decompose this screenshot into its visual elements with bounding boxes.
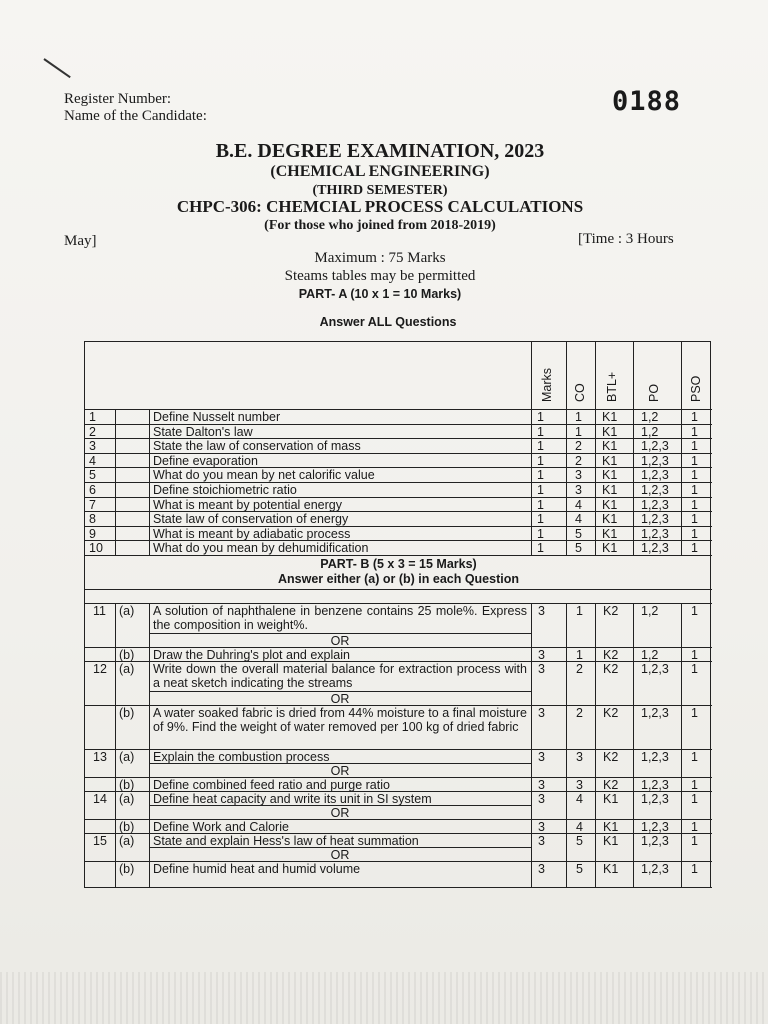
question-number: 5 <box>89 468 96 483</box>
pso-value: 1 <box>691 468 698 483</box>
paper-code: 0188 <box>612 86 682 117</box>
pso-value: 1 <box>691 706 698 720</box>
subpart-label: (b) <box>119 778 135 792</box>
question-text: Define Nusselt number <box>153 410 281 424</box>
pso-value: 1 <box>691 512 698 527</box>
btl-value: K1 <box>603 820 619 834</box>
btl-value: K2 <box>603 662 619 676</box>
question-number: 10 <box>89 541 103 556</box>
part-b-heading-line <box>85 589 712 590</box>
po-value: 1,2,3 <box>641 541 669 556</box>
question-text: What do you mean by net calorific value <box>153 468 375 483</box>
marks-value: 1 <box>537 483 544 497</box>
btl-value: K2 <box>603 648 619 662</box>
course-title: CHPC-306: CHEMCIAL PROCESS CALCULATIONS <box>176 197 584 216</box>
table-column-line <box>681 603 682 887</box>
subpart-label: (a) <box>119 834 135 848</box>
pso-value: 1 <box>691 453 698 468</box>
po-value: 1,2,3 <box>641 497 669 512</box>
po-value: 1,2,3 <box>641 792 669 806</box>
co-value: 1 <box>576 604 583 618</box>
co-value: 1 <box>576 648 583 662</box>
header-pso: PSO <box>689 375 703 402</box>
question-text: State Dalton's law <box>153 424 253 439</box>
po-value: 1,2,3 <box>641 512 669 527</box>
co-value: 2 <box>576 662 583 676</box>
or-label: OR <box>330 764 350 778</box>
question-text: Define stoichiometric ratio <box>153 483 297 497</box>
marks-value: 3 <box>538 706 545 720</box>
subpart-label: (a) <box>119 750 135 764</box>
table-column-line <box>633 603 634 887</box>
marks-value: 1 <box>537 439 544 454</box>
candidate-block <box>64 91 207 125</box>
btl-value: K1 <box>603 792 619 806</box>
marks-value: 1 <box>537 512 544 527</box>
co-value: 5 <box>575 541 582 556</box>
btl-value: K1 <box>602 497 618 512</box>
pso-value: 1 <box>691 439 698 454</box>
btl-value: K2 <box>603 604 619 618</box>
question-number: 3 <box>89 439 96 454</box>
pso-value: 1 <box>691 834 698 848</box>
question-text: What is meant by potential energy <box>153 497 342 512</box>
pso-value: 1 <box>691 410 698 424</box>
part-a-heading: PART- A (10 x 1 = 10 Marks) <box>298 287 462 301</box>
pso-value: 1 <box>691 750 698 764</box>
header-marks: Marks <box>540 367 554 402</box>
semester-title: (THIRD SEMESTER) <box>312 183 448 198</box>
po-value: 1,2 <box>641 648 659 662</box>
subpart-label: (b) <box>119 862 135 876</box>
pso-value: 1 <box>691 862 698 876</box>
pso-value: 1 <box>691 662 698 676</box>
co-value: 5 <box>576 834 583 848</box>
marks-value: 1 <box>537 526 544 541</box>
question-number: 7 <box>89 497 96 512</box>
pso-value: 1 <box>691 497 698 512</box>
question-number: 4 <box>89 453 96 468</box>
batch-note: (For those who joined from 2018-2019) <box>264 218 496 233</box>
question-text: Define Work and Calorie <box>153 820 289 834</box>
po-value: 1,2,3 <box>641 468 669 483</box>
marks-value: 3 <box>538 834 545 848</box>
marks-value: 3 <box>538 648 545 662</box>
question-number: 15 <box>93 834 107 848</box>
po-value: 1,2 <box>641 410 659 424</box>
btl-value: K2 <box>603 778 619 792</box>
po-value: 1,2,3 <box>641 706 669 720</box>
po-value: 1,2,3 <box>641 834 669 848</box>
co-value: 5 <box>576 862 583 876</box>
co-value: 3 <box>575 483 582 497</box>
co-value: 2 <box>576 706 583 720</box>
co-value: 4 <box>575 512 582 527</box>
table-column-line <box>149 603 150 887</box>
marks-value: 3 <box>538 820 545 834</box>
question-text: A solution of naphthalene in benzene contains 25 mole%. Express the composition in weight%. <box>153 604 527 632</box>
or-label: OR <box>330 848 350 862</box>
co-value: 4 <box>576 820 583 834</box>
po-value: 1,2,3 <box>641 862 669 876</box>
co-value: 3 <box>576 750 583 764</box>
question-text: State and explain Hess's law of heat summation <box>153 834 419 848</box>
po-value: 1,2 <box>641 424 659 439</box>
pso-value: 1 <box>691 778 698 792</box>
marks-value: 1 <box>537 497 544 512</box>
question-text: A water soaked fabric is dried from 44% moisture to a final moisture of 9%. Find the weight of water removed per 100 kg of dried fabric <box>153 706 527 734</box>
btl-value: K1 <box>603 834 619 848</box>
table-column-line <box>566 603 567 887</box>
co-value: 3 <box>576 778 583 792</box>
marks-value: 3 <box>538 750 545 764</box>
scan-noise <box>0 972 768 1024</box>
question-number: 13 <box>93 750 107 764</box>
header-column-line <box>681 342 682 409</box>
question-table <box>84 341 711 888</box>
co-value: 2 <box>575 439 582 454</box>
or-label: OR <box>330 692 350 706</box>
btl-value: K1 <box>602 541 618 556</box>
question-number: 1 <box>89 410 96 424</box>
subpart-label: (b) <box>119 648 135 662</box>
btl-value: K1 <box>602 512 618 527</box>
pso-value: 1 <box>691 483 698 497</box>
btl-value: K1 <box>602 483 618 497</box>
table-column-line <box>531 603 532 887</box>
pso-value: 1 <box>691 526 698 541</box>
btl-value: K1 <box>602 468 618 483</box>
po-value: 1,2,3 <box>641 820 669 834</box>
pso-value: 1 <box>691 424 698 439</box>
candidate-name-label: Name of the Candidate: <box>64 108 207 124</box>
question-number: 12 <box>93 662 107 676</box>
po-value: 1,2,3 <box>641 778 669 792</box>
question-number: 9 <box>89 526 96 541</box>
table-row-line <box>85 887 712 888</box>
question-number: 11 <box>93 604 106 618</box>
question-text: Define heat capacity and write its unit in SI system <box>153 792 432 806</box>
table-row-line <box>85 555 712 556</box>
register-number-label: Register Number: <box>64 91 172 107</box>
pso-value: 1 <box>691 604 698 618</box>
question-text: Explain the combustion process <box>153 750 330 764</box>
co-value: 2 <box>575 453 582 468</box>
pen-stroke <box>43 58 70 78</box>
exam-time: [Time : 3 Hours <box>578 231 674 247</box>
pso-value: 1 <box>691 792 698 806</box>
header-column-line <box>531 342 532 409</box>
btl-value: K2 <box>603 750 619 764</box>
btl-value: K1 <box>602 439 618 454</box>
pso-value: 1 <box>691 648 698 662</box>
header-column-line <box>566 342 567 409</box>
marks-value: 1 <box>537 453 544 468</box>
header-column-line <box>595 342 596 409</box>
btl-value: K1 <box>602 424 618 439</box>
or-label: OR <box>330 634 350 648</box>
permit-note: Steams tables may be permitted <box>284 268 476 284</box>
answer-all-heading: Answer ALL Questions <box>319 315 457 329</box>
pso-value: 1 <box>691 541 698 556</box>
po-value: 1,2 <box>641 604 659 618</box>
marks-value: 1 <box>537 424 544 439</box>
subpart-label: (a) <box>119 662 135 676</box>
po-value: 1,2,3 <box>641 750 669 764</box>
branch-title: (CHEMICAL ENGINEERING) <box>270 163 490 180</box>
exam-title: B.E. DEGREE EXAMINATION, 2023 <box>215 140 545 162</box>
co-value: 4 <box>575 497 582 512</box>
co-value: 1 <box>575 410 582 424</box>
question-text: Define evaporation <box>153 453 258 468</box>
marks-value: 3 <box>538 662 545 676</box>
header-btl: BTL+ <box>605 371 619 402</box>
btl-value: K1 <box>602 453 618 468</box>
exam-month: May] <box>64 233 97 249</box>
pso-value: 1 <box>691 820 698 834</box>
table-column-line <box>595 603 596 887</box>
table-column-line <box>531 409 532 555</box>
marks-value: 1 <box>537 541 544 556</box>
subpart-label: (a) <box>119 792 135 806</box>
part-b-instruction: Answer either (a) or (b) in each Question <box>277 572 519 586</box>
max-marks: Maximum : 75 Marks <box>314 250 446 266</box>
btl-value: K2 <box>603 706 619 720</box>
question-text: What do you mean by dehumidification <box>153 541 369 556</box>
marks-value: 3 <box>538 792 545 806</box>
question-text: State law of conservation of energy <box>153 512 349 527</box>
po-value: 1,2,3 <box>641 453 669 468</box>
btl-value: K1 <box>602 526 618 541</box>
or-label: OR <box>330 806 350 820</box>
table-column-line <box>115 409 116 555</box>
question-text: Define combined feed ratio and purge ratio <box>153 778 390 792</box>
table-column-line <box>595 409 596 555</box>
question-number: 14 <box>93 792 107 806</box>
co-value: 5 <box>575 526 582 541</box>
question-number: 2 <box>89 424 96 439</box>
btl-value: K1 <box>602 410 618 424</box>
co-value: 4 <box>576 792 583 806</box>
po-value: 1,2,3 <box>641 662 669 676</box>
co-value: 1 <box>575 424 582 439</box>
question-text: State the law of conservation of mass <box>153 439 361 454</box>
table-column-line <box>681 409 682 555</box>
table-column-line <box>566 409 567 555</box>
header-po: PO <box>647 383 661 402</box>
header-column-line <box>633 342 634 409</box>
table-column-line <box>633 409 634 555</box>
table-column-line <box>149 409 150 555</box>
btl-value: K1 <box>603 862 619 876</box>
subpart-label: (b) <box>119 706 135 720</box>
marks-value: 1 <box>537 410 544 424</box>
po-value: 1,2,3 <box>641 483 669 497</box>
question-text: Define humid heat and humid volume <box>153 862 361 876</box>
marks-value: 1 <box>537 468 544 483</box>
co-value: 3 <box>575 468 582 483</box>
subpart-label: (a) <box>119 604 135 618</box>
subpart-label: (b) <box>119 820 135 834</box>
question-text: What is meant by adiabatic process <box>153 526 351 541</box>
part-b-heading: PART- B (5 x 3 = 15 Marks) <box>320 557 477 571</box>
question-text: Write down the overall material balance for extraction process with a neat sketch indicating the streams <box>153 662 527 690</box>
po-value: 1,2,3 <box>641 526 669 541</box>
question-number: 6 <box>89 483 96 497</box>
question-text: Draw the Duhring's plot and explain <box>153 648 350 662</box>
table-column-line <box>115 603 116 887</box>
marks-value: 3 <box>538 604 545 618</box>
marks-value: 3 <box>538 862 545 876</box>
marks-value: 3 <box>538 778 545 792</box>
po-value: 1,2,3 <box>641 439 669 454</box>
question-number: 8 <box>89 512 96 527</box>
header-co: CO <box>573 383 587 402</box>
